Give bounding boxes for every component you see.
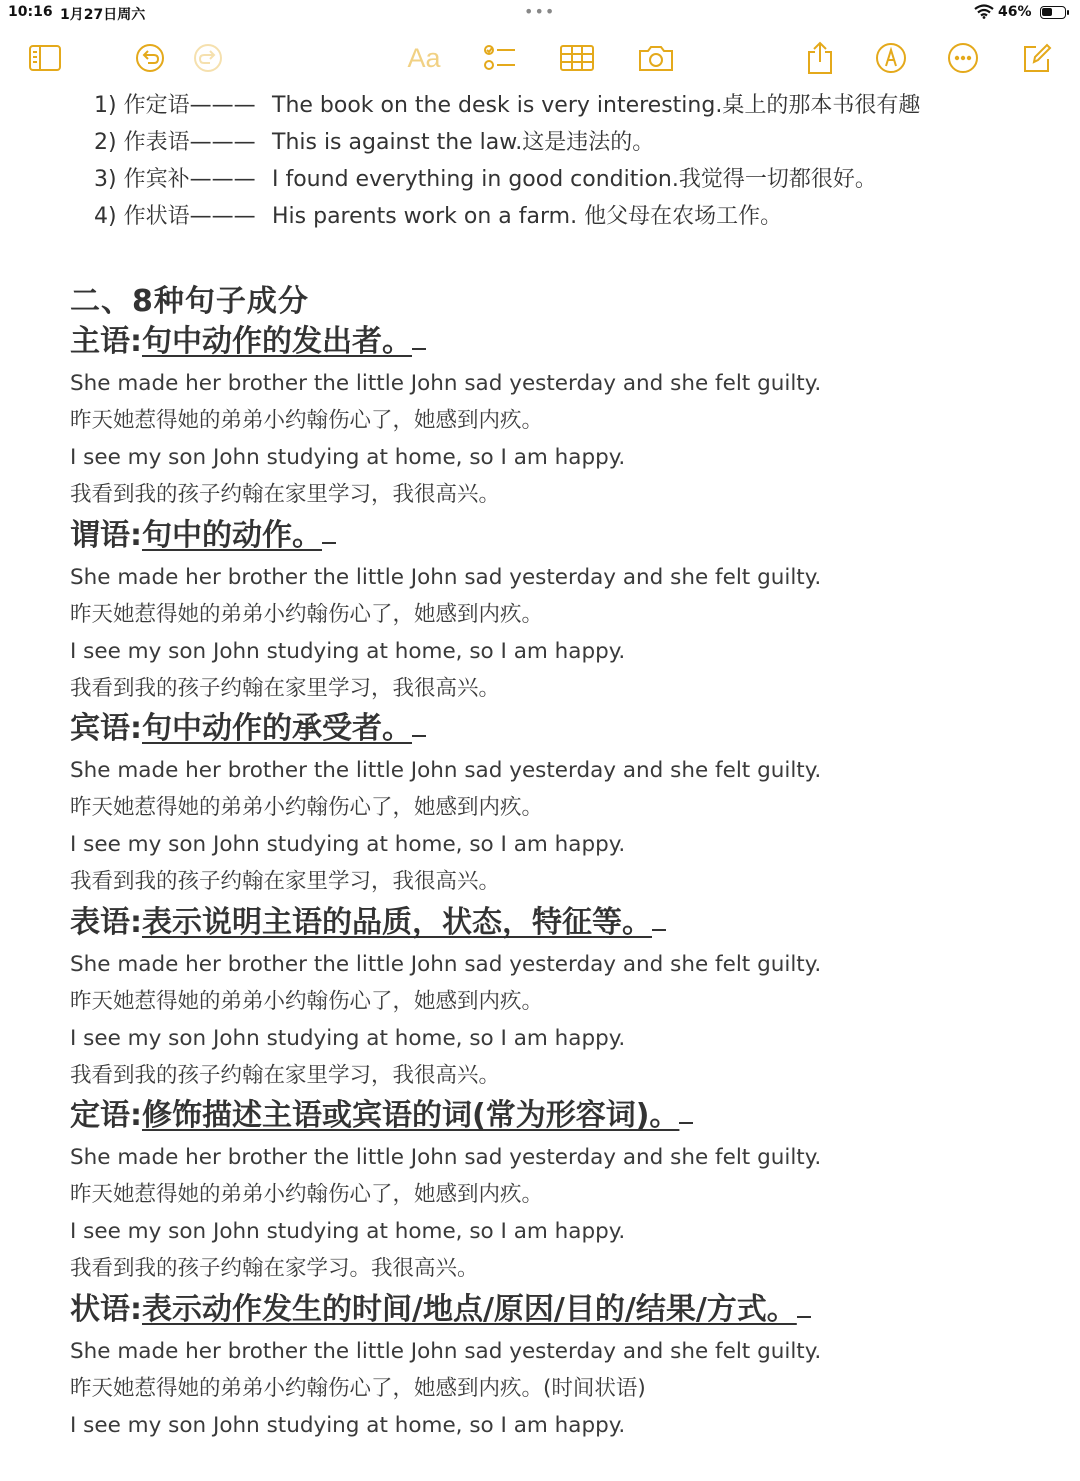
status-date: 1月27日周六 <box>60 4 145 24</box>
example-line: 昨天她惹得她的弟弟小约翰伤心了，她感到内疚。 <box>70 596 1030 633</box>
component-block <box>70 707 1030 901</box>
share-icon[interactable] <box>800 36 840 80</box>
function-example: I found everything in good condition.我觉得一切都很好。 <box>272 162 877 199</box>
example-line: 昨天她惹得她的弟弟小约翰伤心了，她感到内疚。(时间状语) <box>70 1370 1030 1407</box>
notes-toolbar <box>0 36 1080 82</box>
component-term: 表语: <box>70 905 142 940</box>
component-heading <box>70 901 1030 946</box>
example-line: 我看到我的孩子约翰在家里学习，我很高兴。 <box>70 863 1030 900</box>
component-term: 宾语: <box>70 711 142 746</box>
function-row <box>94 199 920 236</box>
example-line: She made her brother the little John sad yesterday and she felt guilty. <box>70 559 1030 596</box>
battery-level <box>1042 8 1052 16</box>
component-definition: 句中动作的发出者。 <box>142 324 412 359</box>
component-term: 状语: <box>70 1292 142 1327</box>
component-heading <box>70 707 1030 752</box>
example-line: 我看到我的孩子约翰在家里学习，我很高兴。 <box>70 1057 1030 1094</box>
function-example: His parents work on a farm. 他父母在农场工作。 <box>272 199 782 236</box>
underline-trail <box>797 1288 811 1318</box>
component-heading <box>70 1288 1030 1333</box>
status-time: 10:16 <box>8 4 53 20</box>
component-heading <box>70 320 1030 365</box>
example-line: 昨天她惹得她的弟弟小约翰伤心了，她感到内疚。 <box>70 402 1030 439</box>
compose-icon[interactable] <box>1016 36 1056 80</box>
markup-pen-icon[interactable] <box>871 36 911 80</box>
function-label: 2) 作表语——— <box>94 125 272 162</box>
status-bar <box>0 0 1080 28</box>
undo-icon[interactable] <box>130 36 170 80</box>
wifi-icon <box>974 4 994 23</box>
function-example: The book on the desk is very interesting.桌上的那本书很有趣 <box>272 88 920 125</box>
sentence-components <box>70 320 1030 1481</box>
component-term: 主语: <box>70 324 142 359</box>
function-label: 3) 作宾补——— <box>94 162 272 199</box>
example-line: I see my son John studying at home, so I am happy. <box>70 1020 1030 1057</box>
example-line: She made her brother the little John sad yesterday and she felt guilty. <box>70 365 1030 402</box>
component-definition: 句中动作的承受者。 <box>142 711 412 746</box>
example-line: I see my son John studying at home, so I am happy. <box>70 1407 1030 1444</box>
table-icon[interactable] <box>557 36 597 80</box>
component-block <box>70 1094 1030 1288</box>
example-line: She made her brother the little John sad yesterday and she felt guilty. <box>70 946 1030 983</box>
component-block <box>70 514 1030 708</box>
function-label: 4) 作状语——— <box>94 199 272 236</box>
underline-trail <box>412 707 426 737</box>
example-line: I see my son John studying at home, so I am happy. <box>70 826 1030 863</box>
component-block <box>70 901 1030 1095</box>
component-heading <box>70 514 1030 559</box>
example-line: I see my son John studying at home, so I am happy. <box>70 633 1030 670</box>
component-definition: 句中的动作。 <box>142 518 322 553</box>
example-line: 昨天她惹得她的弟弟小约翰伤心了，她感到内疚。 <box>70 1176 1030 1213</box>
section-title: 二、8种句子成分 <box>70 276 309 320</box>
component-term: 谓语: <box>70 518 142 553</box>
format-text-label: Aa <box>407 43 440 74</box>
more-icon[interactable] <box>943 36 983 80</box>
function-row <box>94 162 920 199</box>
function-row <box>94 88 920 125</box>
function-example: This is against the law.这是违法的。 <box>272 125 654 162</box>
underline-trail <box>679 1094 693 1124</box>
battery-cap <box>1067 10 1069 15</box>
example-line: 我看到我的孩子约翰在家里学习，我很高兴。 <box>70 670 1030 707</box>
underline-trail <box>412 320 426 350</box>
function-list <box>94 88 920 236</box>
example-line: 昨天她惹得她的弟弟小约翰伤心了，她感到内疚。 <box>70 983 1030 1020</box>
component-definition: 修饰描述主语或宾语的词(常为形容词)。 <box>142 1098 679 1133</box>
example-line: 我看到我的孩子约翰在家里学习，我很高兴。 <box>70 476 1030 513</box>
camera-icon[interactable] <box>636 36 676 80</box>
battery-percentage: 46% <box>998 4 1032 20</box>
component-heading <box>70 1094 1030 1139</box>
component-block <box>70 320 1030 514</box>
redo-icon[interactable] <box>188 36 228 80</box>
component-term: 定语: <box>70 1098 142 1133</box>
underline-trail <box>322 514 336 544</box>
battery-icon <box>1040 6 1066 19</box>
component-block <box>70 1288 1030 1481</box>
example-line: I see my son John studying at home, so I am happy. <box>70 1213 1030 1250</box>
example-line: She made her brother the little John sad yesterday and she felt guilty. <box>70 752 1030 789</box>
multitasking-dots[interactable]: ••• <box>524 2 555 21</box>
example-line: 昨天她惹得她的弟弟小约翰伤心了，她感到内疚。 <box>70 789 1030 826</box>
example-line: I see my son John studying at home, so I am happy. <box>70 439 1030 476</box>
example-line: She made her brother the little John sad yesterday and she felt guilty. <box>70 1333 1030 1370</box>
function-row <box>94 125 920 162</box>
example-line: She made her brother the little John sad yesterday and she felt guilty. <box>70 1139 1030 1176</box>
checklist-icon[interactable] <box>480 36 520 80</box>
format-text-button[interactable] <box>402 36 446 80</box>
underline-trail <box>652 901 666 931</box>
component-definition: 表示说明主语的品质，状态，特征等。 <box>142 905 652 940</box>
function-label: 1) 作定语——— <box>94 88 272 125</box>
sidebar-icon[interactable] <box>25 36 65 80</box>
component-definition: 表示动作发生的时间/地点/原因/目的/结果/方式。 <box>142 1292 797 1327</box>
example-line: 我看到我的孩子约翰在家学习。我很高兴。 <box>70 1250 1030 1287</box>
